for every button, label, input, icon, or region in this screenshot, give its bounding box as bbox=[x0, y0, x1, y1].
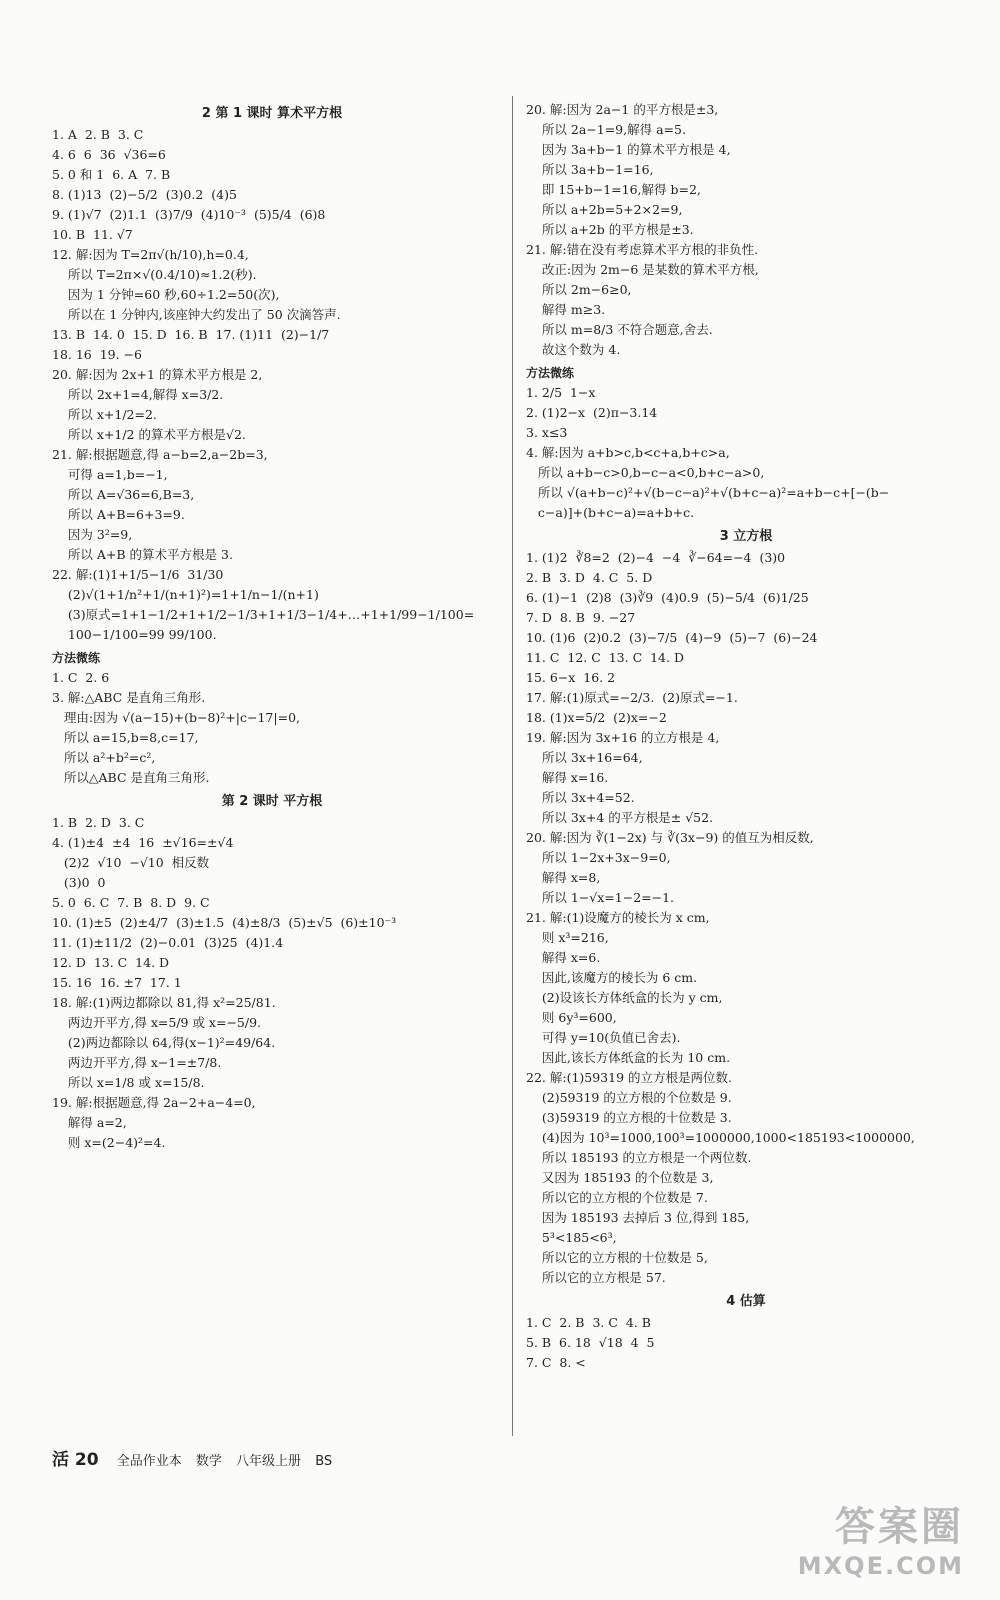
answer-line: 则 x³=216, bbox=[526, 930, 609, 945]
answer-line: 所以 3x+4=52. bbox=[526, 790, 635, 805]
answer-line: 20. 解:因为 ∛(1−2x) 与 ∛(3x−9) 的值互为相反数, bbox=[526, 830, 814, 845]
answer-line: 所以 2a−1=9,解得 a=5. bbox=[526, 122, 686, 137]
answer-line: 故这个数为 4. bbox=[526, 342, 621, 357]
answer-line: 所以 3x+4 的平方根是± √52. bbox=[526, 810, 714, 825]
answer-line: 1. C 2. 6 bbox=[52, 670, 110, 685]
answer-line: 5. B 6. 18 √18 4 5 bbox=[526, 1335, 655, 1350]
answer-line: 所以 A=√36=6,B=3, bbox=[52, 487, 195, 502]
answer-line: 所以 2x+1=4,解得 x=3/2. bbox=[52, 387, 224, 402]
left-column bbox=[52, 100, 492, 1153]
answer-line: 所以 x=1/8 或 x=15/8. bbox=[52, 1075, 205, 1090]
answer-line: (3)0 0 bbox=[52, 875, 106, 890]
answer-line: 18. (1)x=5/2 (2)x=−2 bbox=[526, 710, 667, 725]
method-practice-title-1: 方法微练 bbox=[52, 651, 101, 665]
answer-line: (2)√(1+1/n²+1/(n+1)²)=1+1/n−1/(n+1) bbox=[52, 587, 319, 602]
continued-answers bbox=[526, 100, 966, 360]
answer-line: 1. B 2. D 3. C bbox=[52, 815, 145, 830]
answer-line: 所以 x+1/2=2. bbox=[52, 407, 157, 422]
answer-line: 因此,该魔方的棱长为 6 cm. bbox=[526, 970, 698, 985]
answer-line: 所以它的立方根的十位数是 5, bbox=[526, 1250, 708, 1265]
answer-line: (3)59319 的立方根的十位数是 3. bbox=[526, 1110, 732, 1125]
answer-line: 12. D 13. C 14. D bbox=[52, 955, 170, 970]
answer-line: 可得 y=10(负值已舍去). bbox=[526, 1030, 681, 1045]
answer-line: 5³<185<6³, bbox=[526, 1230, 617, 1245]
answer-line: 7. D 8. B 9. −27 bbox=[526, 610, 636, 625]
answer-line: 19. 解:因为 3x+16 的立方根是 4, bbox=[526, 730, 720, 745]
page-number: 活 20 bbox=[52, 1450, 99, 1470]
answer-line: 22. 解:(1)1+1/5−1/6 31/30 bbox=[52, 567, 224, 582]
answer-line: 6. (1)−1 (2)8 (3)∛9 (4)0.9 (5)−5/4 (6)1/25 bbox=[526, 590, 809, 605]
section-answers-2 bbox=[52, 813, 492, 1153]
grade-name: 八年级上册 bbox=[236, 1454, 302, 1469]
answer-line: 13. B 14. 0 15. D 16. B 17. (1)11 (2)−1/7 bbox=[52, 327, 330, 342]
answer-line: 则 6y³=600, bbox=[526, 1010, 617, 1025]
answer-line: 所以它的立方根是 57. bbox=[526, 1270, 666, 1285]
section-title-square-root: 第 2 课时 平方根 bbox=[221, 794, 323, 809]
answer-line: 解得 m≥3. bbox=[526, 302, 606, 317]
answer-line: 所以 a²+b²=c², bbox=[52, 750, 156, 765]
answer-line: 所以 a+2b=5+2×2=9, bbox=[526, 202, 683, 217]
answer-line: 所以 185193 的立方根是一个两位数. bbox=[526, 1150, 752, 1165]
answer-line: 即 15+b−1=16,解得 b=2, bbox=[526, 182, 701, 197]
answer-line: 所以在 1 分钟内,该座钟大约发出了 50 次滴答声. bbox=[52, 307, 341, 322]
answer-line: 所以 a=15,b=8,c=17, bbox=[52, 730, 199, 745]
book-name: 全品作业本 bbox=[116, 1454, 182, 1469]
answer-line: 15. 16 16. ±7 17. 1 bbox=[52, 975, 182, 990]
answer-line: 因为 3a+b−1 的算术平方根是 4, bbox=[526, 142, 731, 157]
answer-line: 20. 解:因为 2x+1 的算术平方根是 2, bbox=[52, 367, 263, 382]
answer-line: 10. B 11. √7 bbox=[52, 227, 133, 242]
answer-line: 所以 1−2x+3x−9=0, bbox=[526, 850, 671, 865]
section-answers-4 bbox=[526, 1313, 966, 1373]
answer-line: (2)两边都除以 64,得(x−1)²=49/64. bbox=[52, 1035, 276, 1050]
answer-line: 1. A 2. B 3. C bbox=[52, 127, 144, 142]
answer-line: 20. 解:因为 2a−1 的平方根是±3, bbox=[526, 102, 719, 117]
answer-line: 12. 解:因为 T=2π√(h/10),h=0.4, bbox=[52, 247, 249, 262]
method-practice-title-2: 方法微练 bbox=[526, 366, 575, 380]
answer-line: 1. C 2. B 3. C 4. B bbox=[526, 1315, 651, 1330]
section-title-cube-root: 3 立方根 bbox=[719, 529, 773, 544]
answer-line: 22. 解:(1)59319 的立方根是两位数. bbox=[526, 1070, 732, 1085]
answer-line: 可得 a=1,b=−1, bbox=[52, 467, 168, 482]
answer-line: 4. 6 6 36 √36=6 bbox=[52, 147, 166, 162]
answer-line: 所以 a+b−c>0,b−c−a<0,b+c−a>0, bbox=[526, 465, 765, 480]
watermark-text: 答案圈 bbox=[835, 1504, 964, 1550]
watermark bbox=[798, 1495, 964, 1580]
answer-line: 所以 3a+b−1=16, bbox=[526, 162, 654, 177]
answer-line: 又因为 185193 的个位数是 3, bbox=[526, 1170, 714, 1185]
answer-line: 两边开平方,得 x−1=±7/8. bbox=[52, 1055, 222, 1070]
page-footer bbox=[52, 1445, 342, 1470]
answer-line: (2)设该长方体纸盒的长为 y cm, bbox=[526, 990, 723, 1005]
answer-line: 4. (1)±4 ±4 16 ±√16=±√4 bbox=[52, 835, 234, 850]
section-title-arithmetic-square-root: 2 第 1 课时 算术平方根 bbox=[201, 106, 343, 121]
answer-line: 18. 16 19. −6 bbox=[52, 347, 142, 362]
answer-line: 100−1/100=99 99/100. bbox=[52, 627, 217, 642]
answer-line: 解得 x=16. bbox=[526, 770, 609, 785]
answer-line: 所以△ABC 是直角三角形. bbox=[52, 770, 210, 785]
answer-line: 所以 A+B=6+3=9. bbox=[52, 507, 185, 522]
answer-line: 19. 解:根据题意,得 2a−2+a−4=0, bbox=[52, 1095, 256, 1110]
answer-line: (3)原式=1+1−1/2+1+1/2−1/3+1+1/3−1/4+…+1+1/99−1/100= bbox=[52, 607, 475, 622]
answer-line: 3. x≤3 bbox=[526, 425, 568, 440]
answer-line: 所以它的立方根的个位数是 7. bbox=[526, 1190, 708, 1205]
answer-line: 所以 m=8/3 不符合题意,舍去. bbox=[526, 322, 713, 337]
edition-label: BS bbox=[315, 1454, 333, 1469]
answer-line: 1. 2/5 1−x bbox=[526, 385, 596, 400]
answer-line: 理由:因为 √(a−15)+(b−8)²+|c−17|=0, bbox=[52, 710, 300, 725]
answer-line: (2)2 √10 −√10 相反数 bbox=[52, 855, 210, 870]
answer-line: 3. 解:△ABC 是直角三角形. bbox=[52, 690, 206, 705]
answer-line: 5. 0 6. C 7. B 8. D 9. C bbox=[52, 895, 210, 910]
answer-line: 9. (1)√7 (2)1.1 (3)7/9 (4)10⁻³ (5)5/4 (6)8 bbox=[52, 207, 326, 222]
answer-line: 解得 a=2, bbox=[52, 1115, 127, 1130]
column-divider bbox=[512, 96, 513, 1436]
answer-line: 所以 T=2π×√(0.4/10)≈1.2(秒). bbox=[52, 267, 257, 282]
answer-line: 因为 185193 去掉后 3 位,得到 185, bbox=[526, 1210, 750, 1225]
subject-name: 数学 bbox=[195, 1454, 222, 1469]
answer-line: 所以 a+2b 的平方根是±3. bbox=[526, 222, 694, 237]
answer-line: 15. 6−x 16. 2 bbox=[526, 670, 616, 685]
answer-line: 因此,该长方体纸盒的长为 10 cm. bbox=[526, 1050, 731, 1065]
answer-line: 17. 解:(1)原式=−2/3. (2)原式=−1. bbox=[526, 690, 738, 705]
answer-line: 因为 3²=9, bbox=[52, 527, 133, 542]
watermark-url: MXQE.COM bbox=[797, 1552, 964, 1580]
answer-line: 8. (1)13 (2)−5/2 (3)0.2 (4)5 bbox=[52, 187, 237, 202]
section-title-estimation: 4 估算 bbox=[726, 1294, 766, 1309]
answer-line: 两边开平方,得 x=5/9 或 x=−5/9. bbox=[52, 1015, 262, 1030]
answer-line: 改正:因为 2m−6 是某数的算术平方根, bbox=[526, 262, 759, 277]
answer-line: 10. (1)±5 (2)±4/7 (3)±1.5 (4)±8/3 (5)±√5 (6)±10⁻³ bbox=[52, 915, 397, 930]
answer-line: 2. (1)2−x (2)π−3.14 bbox=[526, 405, 658, 420]
answer-line: 所以 3x+16=64, bbox=[526, 750, 643, 765]
right-column bbox=[526, 100, 966, 1373]
answer-line: 21. 解:错在没有考虑算术平方根的非负性. bbox=[526, 242, 759, 257]
answer-line: 因为 1 分钟=60 秒,60÷1.2=50(次), bbox=[52, 287, 280, 302]
answer-line: 所以 1−√x=1−2=−1. bbox=[526, 890, 675, 905]
answer-line: 11. C 12. C 13. C 14. D bbox=[526, 650, 684, 665]
method-practice-answers-2 bbox=[526, 383, 966, 523]
answer-line: 4. 解:因为 a+b>c,b<c+a,b+c>a, bbox=[526, 445, 730, 460]
answer-line: 所以 x+1/2 的算术平方根是√2. bbox=[52, 427, 246, 442]
method-practice-answers-1 bbox=[52, 668, 492, 788]
answer-line: 10. (1)6 (2)0.2 (3)−7/5 (4)−9 (5)−7 (6)−24 bbox=[526, 630, 818, 645]
answer-line: 所以 √(a+b−c)²+√(b−c−a)²+√(b+c−a)²=a+b−c+[−(b− bbox=[526, 485, 890, 500]
answer-line: 所以 2m−6≥0, bbox=[526, 282, 632, 297]
answer-line: (4)因为 10³=1000,100³=1000000,1000<185193<1000000, bbox=[526, 1130, 915, 1145]
answer-line: 1. (1)2 ∛8=2 (2)−4 −4 ∛−64=−4 (3)0 bbox=[526, 550, 786, 565]
section-answers-1 bbox=[52, 125, 492, 645]
answer-line: (2)59319 的立方根的个位数是 9. bbox=[526, 1090, 732, 1105]
answer-line: 21. 解:根据题意,得 a−b=2,a−2b=3, bbox=[52, 447, 268, 462]
answer-line: 则 x=(2−4)²=4. bbox=[52, 1135, 166, 1150]
section-answers-3 bbox=[526, 548, 966, 1288]
answer-line: 7. C 8. < bbox=[526, 1355, 586, 1370]
answer-line: 11. (1)±11/2 (2)−0.01 (3)25 (4)1.4 bbox=[52, 935, 284, 950]
answer-line: c−a)]+(b+c−a)=a+b+c. bbox=[526, 505, 695, 520]
answer-line: 所以 A+B 的算术平方根是 3. bbox=[52, 547, 233, 562]
answer-line: 5. 0 和 1 6. A 7. B bbox=[52, 167, 171, 182]
answer-line: 18. 解:(1)两边都除以 81,得 x²=25/81. bbox=[52, 995, 276, 1010]
answer-line: 2. B 3. D 4. C 5. D bbox=[526, 570, 653, 585]
answer-line: 解得 x=6. bbox=[526, 950, 601, 965]
answer-line: 解得 x=8, bbox=[526, 870, 601, 885]
answer-line: 21. 解:(1)设魔方的棱长为 x cm, bbox=[526, 910, 710, 925]
